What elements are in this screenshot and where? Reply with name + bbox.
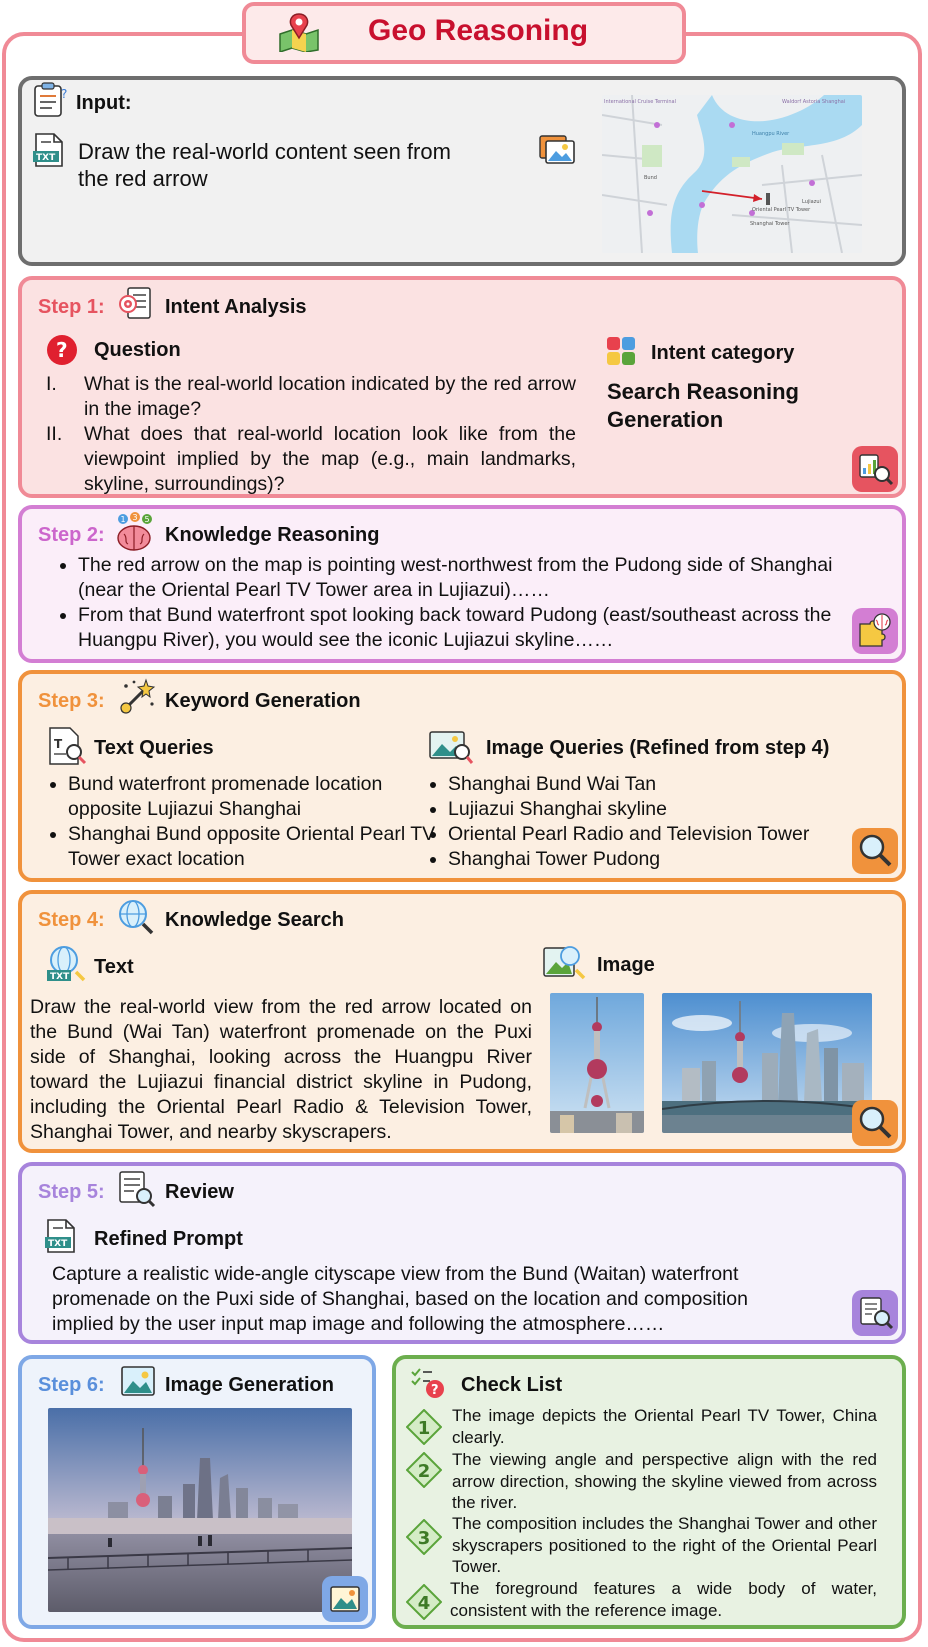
text-queries-list [40, 772, 438, 872]
step4-label: Step 4: [38, 909, 105, 931]
check-item-text: The foreground features a wide body of water, consistent with the reference image. [450, 1579, 877, 1620]
txt-file-icon [32, 132, 66, 168]
text-query-item: • Shanghai Bund opposite Oriental Pearl TV Tower exact location [68, 822, 438, 872]
check-item-text: The composition includes the Shanghai Tower and other skyscrapers positioned to the right of the Oriental Pearl Tower. [452, 1514, 877, 1576]
globe-search-icon [116, 898, 156, 936]
lujiazui-skyline-photo [662, 993, 872, 1133]
check-item-text: The viewing angle and perspective align with the red arrow direction, showing the skyline viewed from across the river. [452, 1450, 877, 1512]
svg-text:2: 2 [417, 1461, 431, 1482]
question-icon [46, 334, 78, 366]
input-label: Input: [76, 92, 132, 114]
reasoning-item: • From that Bund waterfront spot looking back toward Pudong (east/southeast across the Huangpu River), you would see the iconic Lujiazui skyline…… [78, 603, 878, 653]
check-number-badge [406, 1584, 442, 1620]
intent-category-label: Intent category [651, 342, 795, 364]
search-text-label: Text [94, 956, 134, 978]
search-icon [852, 1100, 898, 1146]
question-label: Question [94, 339, 181, 361]
text-queries-label: Text Queries [94, 737, 214, 759]
generated-image-icon [322, 1576, 368, 1622]
reasoning-list [50, 553, 878, 653]
check-item-text: The image depicts the Oriental Pearl TV Tower, China clearly. [452, 1406, 877, 1447]
intent-category-icon [606, 336, 636, 366]
page-title: Geo Reasoning [368, 14, 589, 47]
question-text: What does that real-world location look like from the viewpoint implied by the map (e.g., main landmarks, skyline, surroundings)? [84, 423, 576, 495]
svg-text:1: 1 [417, 1418, 431, 1439]
svg-text:?: ? [431, 1383, 439, 1398]
image-query-item: • Shanghai Tower Pudong [448, 847, 868, 872]
check-number-badge [406, 1409, 442, 1445]
refined-prompt-label: Refined Prompt [94, 1228, 243, 1250]
refined-prompt-text: Capture a realistic wide-angle cityscape view from the Bund (Waitan) waterfront promenade on the Puxi side of Shanghai, based on the location and composition implied by the user input map image and following the atmosphere…… [52, 1263, 748, 1335]
svg-text:1: 1 [120, 515, 126, 524]
step5-title: Review [165, 1181, 234, 1203]
search-icon [852, 828, 898, 874]
map-label: Shanghai Tower [750, 221, 790, 227]
svg-text:T: T [54, 737, 63, 751]
step5-label: Step 5: [38, 1181, 105, 1203]
step1-label: Step 1: [38, 296, 105, 318]
svg-text:5: 5 [144, 515, 150, 524]
question-num: II. [46, 423, 63, 445]
step3-title: Keyword Generation [165, 690, 361, 712]
checklist-icon [410, 1366, 446, 1400]
svg-text:?: ? [61, 87, 68, 101]
step6-label: Step 6: [38, 1374, 105, 1396]
map-label: Oriental Pearl TV Tower [752, 207, 811, 213]
step6-title: Image Generation [165, 1374, 334, 1396]
intent-category-value: Search Reasoning Generation [607, 379, 799, 432]
svg-text:TXT: TXT [36, 153, 56, 163]
map-label: Waldorf Astoria Shanghai [782, 99, 846, 105]
map-label: International Cruise Terminal [604, 99, 677, 105]
image-query-item: • Oriental Pearl Radio and Television Tower [448, 822, 868, 847]
svg-text:3: 3 [417, 1528, 431, 1549]
txt-file-icon [44, 1218, 78, 1254]
check-number-badge [406, 1452, 442, 1488]
image-search-icon [428, 726, 474, 766]
image-generation-icon [120, 1364, 156, 1398]
svg-text:TXT: TXT [48, 1239, 68, 1249]
question-num: I. [46, 373, 57, 395]
map-label: Huangpu River [752, 131, 790, 137]
svg-text:TXT: TXT [50, 972, 70, 982]
image-queries-list [420, 772, 868, 872]
reasoning-item: • The red arrow on the map is pointing west-northwest from the Pudong side of Shanghai (near the Oriental Pearl TV Tower area in Lujiazui)…… [78, 553, 878, 603]
step2-label: Step 2: [38, 524, 105, 546]
svg-text:3: 3 [132, 513, 138, 522]
pearl-tower-photo [550, 993, 644, 1133]
search-text-result: Draw the real-world view from the red arrow located on the Bund (Wai Tan) waterfront promenade on the Puxi side of Shanghai, looking across the Huangpu River toward the Lujiazui financial district skyline in Pudong, including the Oriental Pearl Radio & Television Tower, Shanghai Tower, and nearby skyscrapers. [30, 996, 532, 1143]
question-text: What is the real-world location indicated by the red arrow in the image? [84, 373, 576, 420]
report-search-icon [852, 446, 898, 492]
clipboard-icon [32, 82, 70, 118]
checklist-title: Check List [461, 1374, 563, 1396]
image-globe-icon [542, 942, 586, 982]
image-query-item: • Shanghai Bund Wai Tan [448, 772, 868, 797]
text-globe-icon [46, 944, 88, 984]
text-search-icon [46, 726, 88, 766]
review-document-icon [852, 1290, 898, 1336]
check-number-badge [406, 1519, 442, 1555]
image-query-item: • Lujiazui Shanghai skyline [448, 797, 868, 822]
svg-text:4: 4 [417, 1593, 431, 1614]
text-query-item: • Bund waterfront promenade location opposite Lujiazui Shanghai [68, 772, 438, 822]
image-queries-label: Image Queries (Refined from step 4) [486, 737, 830, 759]
magic-wand-icon [116, 678, 156, 716]
generated-image [48, 1408, 352, 1612]
step4-title: Knowledge Search [165, 909, 344, 931]
search-image-label: Image [597, 954, 655, 976]
map-label: Lujiazui [802, 199, 821, 205]
brain-icon [114, 512, 156, 552]
review-icon [116, 1170, 156, 1208]
map-label: Bund [644, 175, 657, 181]
step1-title: Intent Analysis [165, 296, 307, 318]
map-pin-icon [278, 12, 320, 52]
puzzle-brain-icon [852, 608, 898, 654]
intent-analysis-icon [118, 286, 154, 322]
step2-title: Knowledge Reasoning [165, 524, 380, 546]
input-text: Draw the real-world content seen from the red arrow [78, 139, 451, 191]
svg-text:?: ? [56, 338, 68, 362]
step3-label: Step 3: [38, 690, 105, 712]
input-map-image [602, 95, 862, 253]
image-file-icon [538, 132, 578, 168]
